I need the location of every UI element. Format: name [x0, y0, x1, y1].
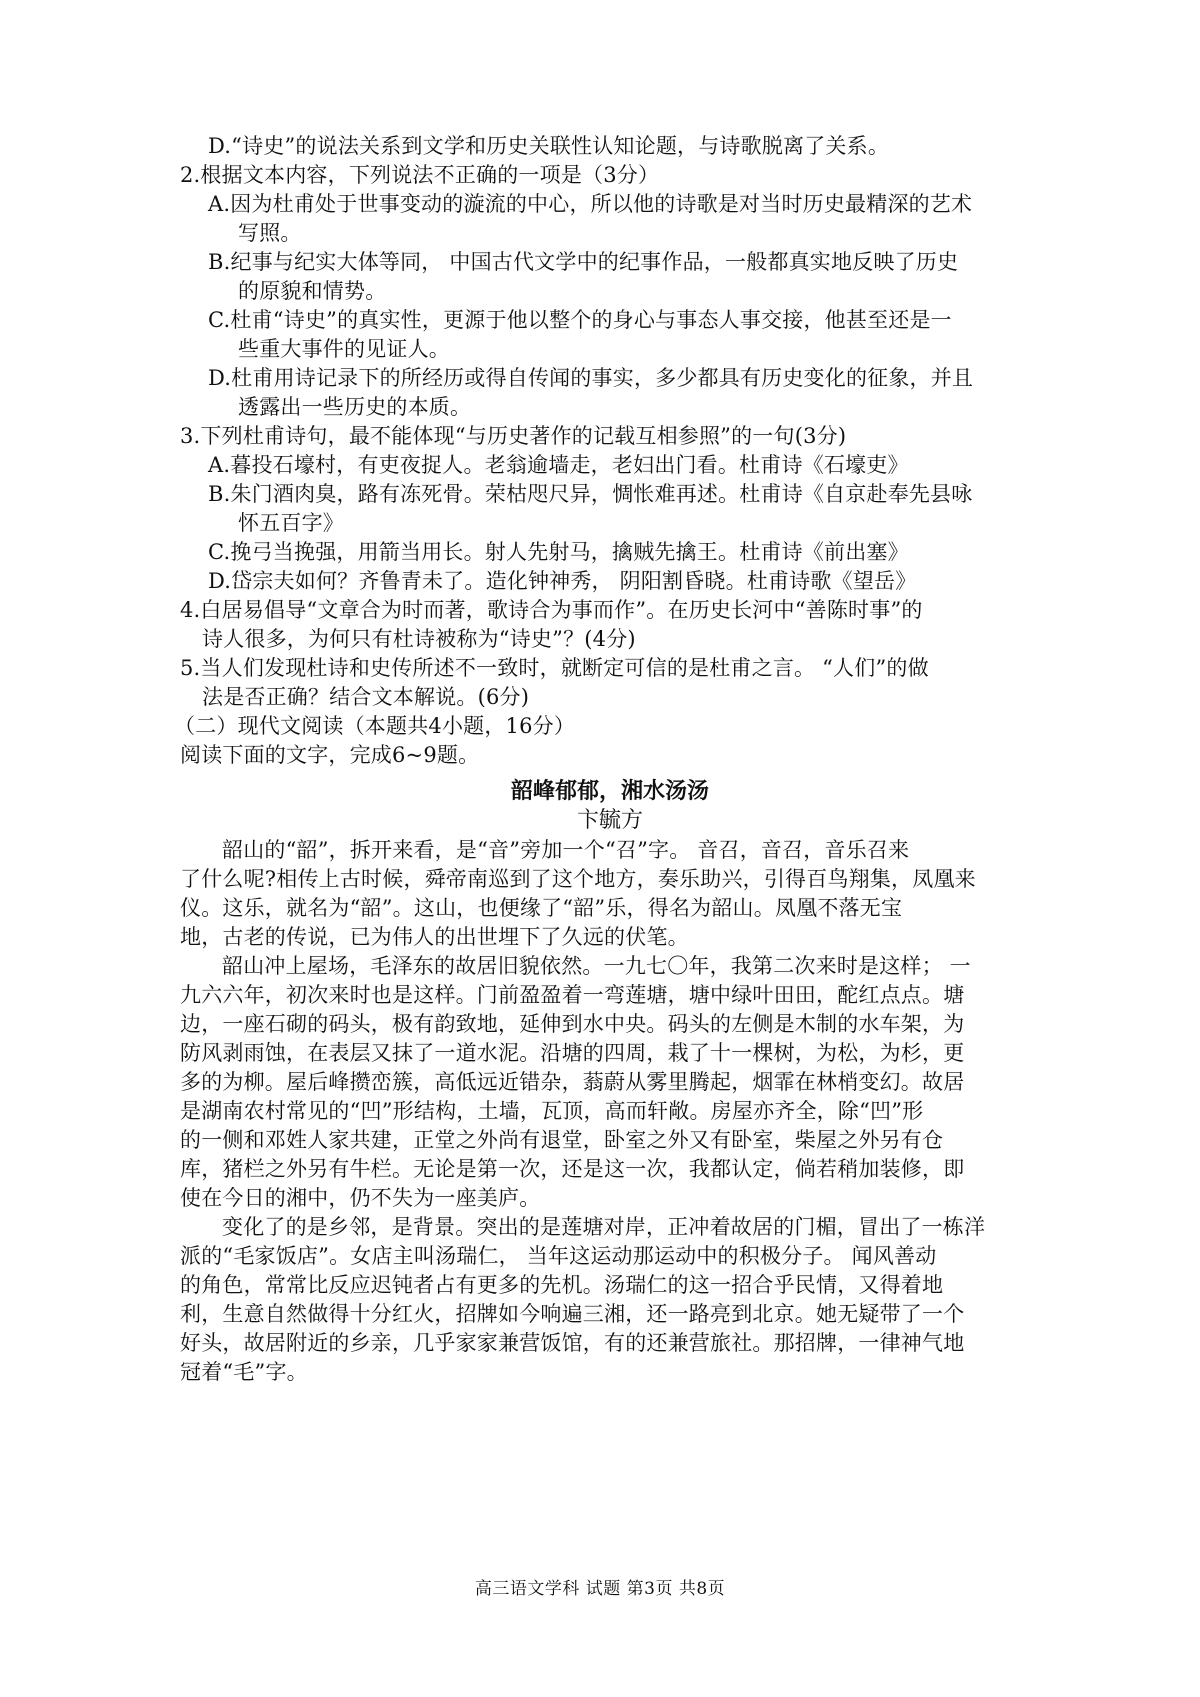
section-two-heading: （二）现代文阅读（本题共4小题，16分） [174, 714, 576, 738]
article-line: 的一侧和邓姓人家共建，正堂之外尚有退堂，卧室之外又有卧室，柴屋之外另有仓 [180, 1128, 944, 1152]
article-line: 变化了的是乡邻，是背景。突出的是莲塘对岸，正冲着故居的门楣，冒出了一栋洋 [222, 1215, 986, 1239]
q4-stem: 4.白居易倡导“文章合为时而著，歌诗合为事而作”。在历史长河中“善陈时事”的 [180, 598, 923, 622]
article-line: 派的“毛家饭店”。女店主叫汤瑞仁， 当年这运动那运动中的积极分子。 闻风善动 [180, 1244, 937, 1268]
article-line: 利，生意自然做得十分红火，招牌如今响遍三湘，还一路亮到北京。她无疑带了一个 [180, 1302, 965, 1326]
q3-option-c: C.挽弓当挽强，用箭当用长。射人先射马，擒贼先擒王。杜甫诗《前出塞》 [208, 540, 909, 564]
q2-option-d-cont: 透露出一些历史的本质。 [238, 395, 472, 419]
article-line: 多的为柳。屋后峰攒峦簇，高低远近错杂，蓊蔚从雾里腾起，烟霏在林梢变幻。故居 [180, 1070, 965, 1094]
article-line: 韶山冲上屋场，毛泽东的故居旧貌依然。一九七〇年，我第二次来时是这样； 一 [222, 954, 971, 978]
article-line: 了什么呢?相传上古时候，舜帝南巡到了这个地方，奏乐助兴，引得百鸟翔集，凤凰来 [180, 867, 976, 891]
q3-option-b: B.朱门酒肉臭，路有冻死骨。荣枯咫尺异，惆怅难再述。杜甫诗《自京赴奉先县咏 [208, 482, 973, 506]
article-line: 九六六年，初次来时也是这样。门前盈盈着一弯莲塘，塘中绿叶田田，酡红点点。塘 [180, 983, 965, 1007]
q2-option-a: A.因为杜甫处于世事变动的漩流的中心，所以他的诗歌是对当时历史最精深的艺术 [208, 192, 973, 216]
article-line: 库，猪栏之外另有牛栏。无论是第一次，还是这一次，我都认定，倘若稍加装修，即 [180, 1157, 965, 1181]
questions-block [174, 132, 1040, 770]
q4-stem-cont: 诗人很多，为何只有杜诗被称为“诗史”？(4分) [202, 627, 636, 651]
q3-stem: 3.下列杜甫诗句，最不能体现“与历史著作的记载互相参照”的一句(3分) [180, 424, 847, 448]
q3-option-a: A.暮投石壕村，有吏夜捉人。老翁逾墙走，老妇出门看。杜甫诗《石壕吏》 [208, 453, 909, 477]
article-line: 是湖南农村常见的“凹”形结构，土墙，瓦顶，高而轩敞。房屋亦齐全，除“凹”形 [180, 1099, 924, 1123]
exam-content [174, 132, 1040, 1387]
q2-stem: 2.根据文本内容，下列说法不正确的一项是（3分） [180, 163, 660, 187]
article-title: 韶峰郁郁，湘水汤汤 [510, 778, 709, 804]
article-line: 边，一座石砌的码头，极有韵致地，延伸到水中央。码头的左侧是木制的水车架，为 [180, 1012, 965, 1036]
q5-stem-cont: 法是否正确？结合文本解说。(6分) [202, 685, 530, 709]
q2-option-a-cont: 写照。 [238, 221, 302, 245]
article-paragraph-2 [180, 952, 1040, 1213]
article-line: 防风剥雨蚀，在表层又抹了一道水泥。沿塘的四周，栽了十一棵树，为松，为杉，更 [180, 1041, 965, 1065]
article-line: 使在今日的湘中，仍不失为一座美庐。 [180, 1186, 541, 1210]
article-paragraph-3 [180, 1213, 1040, 1387]
q2-option-c: C.杜甫“诗史”的真实性，更源于他以整个的身心与事态人事交接，他甚至还是一 [208, 308, 952, 332]
q2-option-b: B.纪事与纪实大体等同， 中国古代文学中的纪事作品，一般都真实地反映了历史 [208, 250, 959, 274]
article-line: 韶山的“韶”，拆开来看，是“音”旁加一个“召”字。 音召，音召，音乐召来 [222, 838, 910, 862]
article-line: 冠着“毛”字。 [180, 1360, 308, 1384]
q5-stem: 5.当人们发现杜诗和史传所述不一致时，就断定可信的是杜甫之言。 “人们”的做 [180, 656, 929, 680]
article-line: 仪。这乐，就名为“韶”。这山，也便缘了“韶”乐，得名为韶山。凤凰不落无宝 [180, 896, 903, 920]
q3-option-d: D.岱宗夫如何？齐鲁青未了。造化钟神秀， 阴阳割昏晓。杜甫诗歌《望岳》 [208, 569, 917, 593]
article-line: 地，古老的传说，已为伟人的出世埋下了久远的伏笔。 [180, 925, 689, 949]
article-line: 好头，故居附近的乡亲，几乎家家兼营饭馆，有的还兼营旅社。那招牌，一律神气地 [180, 1331, 965, 1355]
article-paragraph-1 [180, 836, 1040, 952]
q2-option-d: D.杜甫用诗记录下的所经历或得自传闻的事实，多少都具有历史变化的征象，并且 [208, 366, 974, 390]
page-footer: 高三语文学科 试题 第3页 共8页 [474, 1579, 726, 1599]
article-author: 卞毓方 [576, 808, 643, 833]
q3-option-b-cont: 怀五百字》 [238, 511, 344, 535]
article-line: 的角色，常常比反应迟钝者占有更多的先机。汤瑞仁的这一招合乎民情，又得着地 [180, 1273, 944, 1297]
reading-instruction: 阅读下面的文字，完成6~9题。 [180, 743, 480, 767]
q2-option-b-cont: 的原貌和情势。 [238, 279, 387, 303]
q1-option-d: D.“诗史”的说法关系到文学和历史关联性认知论题，与诗歌脱离了关系。 [208, 134, 890, 158]
q2-option-c-cont: 些重大事件的见证人。 [238, 337, 450, 361]
